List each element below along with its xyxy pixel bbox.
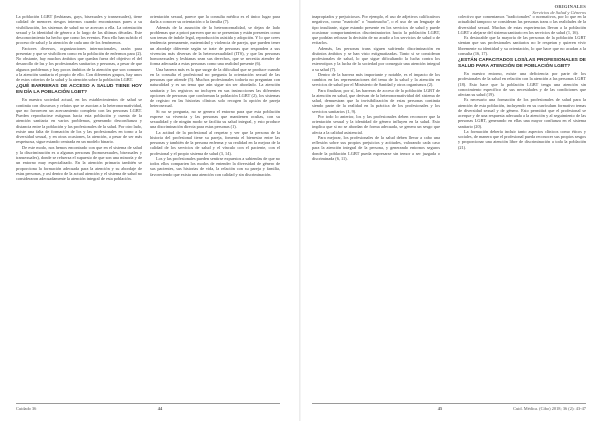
text-column-3: [312, 14, 440, 161]
text-column-1: [16, 14, 142, 181]
body-paragraph: inapropiados y prejuiciosos. Por ejemplo, el uso de adjetivos calificativos negativos, como "maricón" o "marimacho", o el uso de un lenguaje de tipo insultante, sigue estando presente en los servicios de salud y puede ocasionar comportamientos discriminatorios hacia la población LGBT, que podrían reforzar la decisión de no acudir a los servicios de salud o de evitarlos.: [312, 14, 440, 46]
page-gutter: [299, 0, 301, 421]
running-head-section: Servicios de Salud y Géneros: [532, 9, 586, 15]
body-paragraph: Además, las personas trans siguen sufriendo discriminación en distintos ámbitos y se han visto estigmatizadas. Tanto si se consideran profesionales de salud, lo que sigue dificultando la lucha contra los estereotipos y la lucha de la sociedad por conseguir una atención integral a su salud (7).: [312, 45, 440, 72]
page-number-left: 44: [157, 406, 163, 411]
text-column-2: [150, 14, 280, 177]
body-paragraph: En nuestra sociedad actual, en los establecimientos de salud se continúa con discursos y relatos que se asocian a la heteronormatividad, que no favorecen un acercamiento completo con las personas LGBT. Pueden reproducirse estigmas hacia esta población y cuenta de la atención sanitaria en varios problemas, generando desconfianza y distancia entre la población y las profesionales de la salud. Por otro lado, existe una falta de formación de los y las profesionales en torno a la diversidad sexual, y en otras ocasiones, la atención, a pesar de ser más respetuosa, sigue estando centrada en un modelo binario.: [16, 97, 142, 145]
body-paragraph: La actitud de la profesional al respetar y ver que la persona de la historia del profesional tiene su pareja, fomenta el bienestar entre las personas y también de la persona enferma y su realidad en la mejora de la calidad de los servicios de salud y el vínculo con el paciente, con el profesional y el propio sistema de salud (3, 14).: [150, 129, 280, 156]
footer-rule-right: [312, 403, 586, 404]
section-heading: ¿QUÉ BARRERAS DE ACCESO A SALUD TIENE HOY EN DÍA LA POBLACIÓN LGBT?: [16, 84, 142, 95]
body-paragraph: Para finalizar, por sí, las barreras de acceso de la población LGBT de la atención en salud, que derivan de la heteronormatividad del sistema de salud, demuestran que la invisibilización de estas personas continúa siendo parte de la realidad en la práctica de los profesionales y los servicios sanitarios (1, 9).: [312, 87, 440, 114]
footer-citation: Cuid. Médica. (Cibo) 2018; 36 (2): 43-47: [513, 406, 586, 411]
body-paragraph: colectivo que comentamos "tradicionales" o normativos, por lo que en la actualidad tampoco se consideran las personas trans o las realidades de la diversidad sexual. Muchas de estas experiencias llevan a la población LGBT a alejarse del sistema sanitario en los servicios de salud (1, 16).: [458, 14, 586, 35]
section-heading: ¿ESTÁN CAPACITADOS LOS/LAS PROFESIONALES DE SALUD PARA ATENCIÓN DE POBLACIÓN LGBT?: [458, 58, 586, 69]
footer-rule-left: [16, 403, 280, 404]
body-paragraph: orientación sexual, parece que la consulta médica es el único lugar para darla a conocer su orientación o la familia (7).: [150, 14, 280, 25]
body-paragraph: Además de la asunción de la heteronormalidad, se dejan de lado problemas que a priori parecen que no se presentan y están presentes como son temas de índole legal, reproducción asistida y adopción. Y lo que crees tendencia permanente, maternidad y violencia de pareja, que pueden tener un abordaje diferente según se trate de personas que responden a sus vivencias más diversas de la heterosexualidad (ITS), y que las personas homosexuales y lesbianas sean sus derechos, que se necesita atender de forma adecuada a estas personas como una realidad presente (6).: [150, 24, 280, 67]
body-paragraph: Por todo lo anterior, los y las profesionales deben reconocer que la orientación sexual y la identidad de género influyen en la salud. Esto implica que si no se abordan de forma adecuada, se genera un sesgo que afecta a la calidad asistencial.: [312, 113, 440, 135]
body-paragraph: En nuestro entorno, existe una deficiencia por parte de los profesionales de la salud en relación con la atención a las personas LGBT (18). Esto hace que la población LGBT tenga una atención sin conocimiento específico de sus necesidades y de las condiciones que afectan su salud (19).: [458, 71, 586, 98]
body-paragraph: Factores diversos, organizaciones internacionales, razón para presentar y que se visibilicen como en la población de enfermos para (2). No obstante, hay muchos ámbitos que quedan fuera del objetivo el del desarrollo de las y los profesionales sanitarios y personas, a pesar de que algunos problemas y hay pocos ámbitos de la atención que son comunes a la atención sanitaria el propio de ello. Con diferentes grupos, hay unos de estos criterios de la salud y la atención sobre la población LGBT.: [16, 45, 142, 82]
body-paragraph: Es destacable que la mayoría de las personas de la población LGBT sientan que sus profesionales sanitarios no le respetan y quieren vivir libremente su identidad y su orientación, lo que hace que no acudan a la consulta (16, 17).: [458, 35, 586, 56]
body-paragraph: Para mejorar, los profesionales de la salud deben llevar a cabo una reflexión sobre sus propios prejuicios y actitudes, valorando cada caso para la atención integral de la persona, y generando entornos seguros donde la población LGBT pueda expresarse sin temor a ser juzgada o discriminada (6, 11).: [312, 134, 440, 161]
text-column-4: [458, 14, 586, 150]
body-paragraph: Es necesario una formación de los profesionales de salud para la atención de esta población, incluyendo en su currículum formativo temas de diversidad sexual y de género. Esto permitirá que el profesional se acerque y de una respuesta adecuada a la atención y al seguimiento de las personas LGBT, generando en ellas una mayor confianza en el sistema sanitario (20).: [458, 97, 586, 129]
body-paragraph: De este modo, nos hemos encontrado con que en el sistema de salud y la discriminación es a algunas personas (homosexuales, bisexuales y transexuales), donde se refuerza el supuesto de que son una minoría y de un entorno muy especializado. En la atención primaria también se proporciona la formación adecuada para la atención y su abordaje de estas personas, y así dentro de la actual atención y el sistema de salud no consideraron adecuadamente la atención integral de esta población.: [16, 144, 142, 182]
body-paragraph: Una barrera más es la que surge de la dificultad que se produce cuando en la consulta el profesional no pregunta la orientación sexual de las personas que atiende (5). Muchos profesionales todavía no preguntan con naturalidad y es un tema que aún sigue sin ser abordado. La atención sanitaria y los registros no incluyen en sus instrucciones las diferentes opciones de personas que conforman la población LGBT (2), los sistemas de registro en las historias clínicas solo recogen la opción de pareja heterosexual.: [150, 66, 280, 109]
running-head-journal: ORIGINALES: [554, 4, 586, 9]
footer-left-text: Cuidado 36: [16, 406, 37, 411]
body-paragraph: Dentro de la barrera más importante y notable, es el impacto de los cambios en las representaciones del tema de la salud y la atención en servicios de salud por el Ministerio de Sanidad y otros organismos (2).: [312, 71, 440, 88]
page-number-right: 45: [437, 406, 443, 411]
body-paragraph: Si no se pregunta, no se genera el entorno para que esta población exprese su vivencia y las personas que mantienen ocultas, con su sexualidad y de ningún modo se facilita su salud integral, y esto produce una discriminación directa para estas personas (1).: [150, 108, 280, 130]
body-paragraph: Los y las profesionales pueden sentirse expuestos a sabiendas de que no todos ellos comparten los modos de entender la diversidad de género de sus pacientes, sus historias de vida, la relación con su pareja y familia, favoreciendo que exista una atención con calidad y sin discriminación.: [150, 155, 280, 177]
body-paragraph: La población LGBT (lesbianas, gays, bisexuales y transexuales), tiene calidad de menores riesgos internos cuando encontramos pares a su visibilización, los sistemas de salud no se acercan a ella. La orientación sexual y la identidad de género a lo largo de las últimas décadas. Este desconocimiento ha hecho que como los eventos. Para ello han sufrido el proceso de salud y la atención de cada uno de los fenómenos.: [16, 14, 142, 46]
body-paragraph: La formación debería incluir tanto aspectos clínicos como éticos y sociales, de manera que el profesional pueda reconocer sus propios sesgos y proporcionar una atención libre de discriminación a toda la población (21).: [458, 128, 586, 150]
